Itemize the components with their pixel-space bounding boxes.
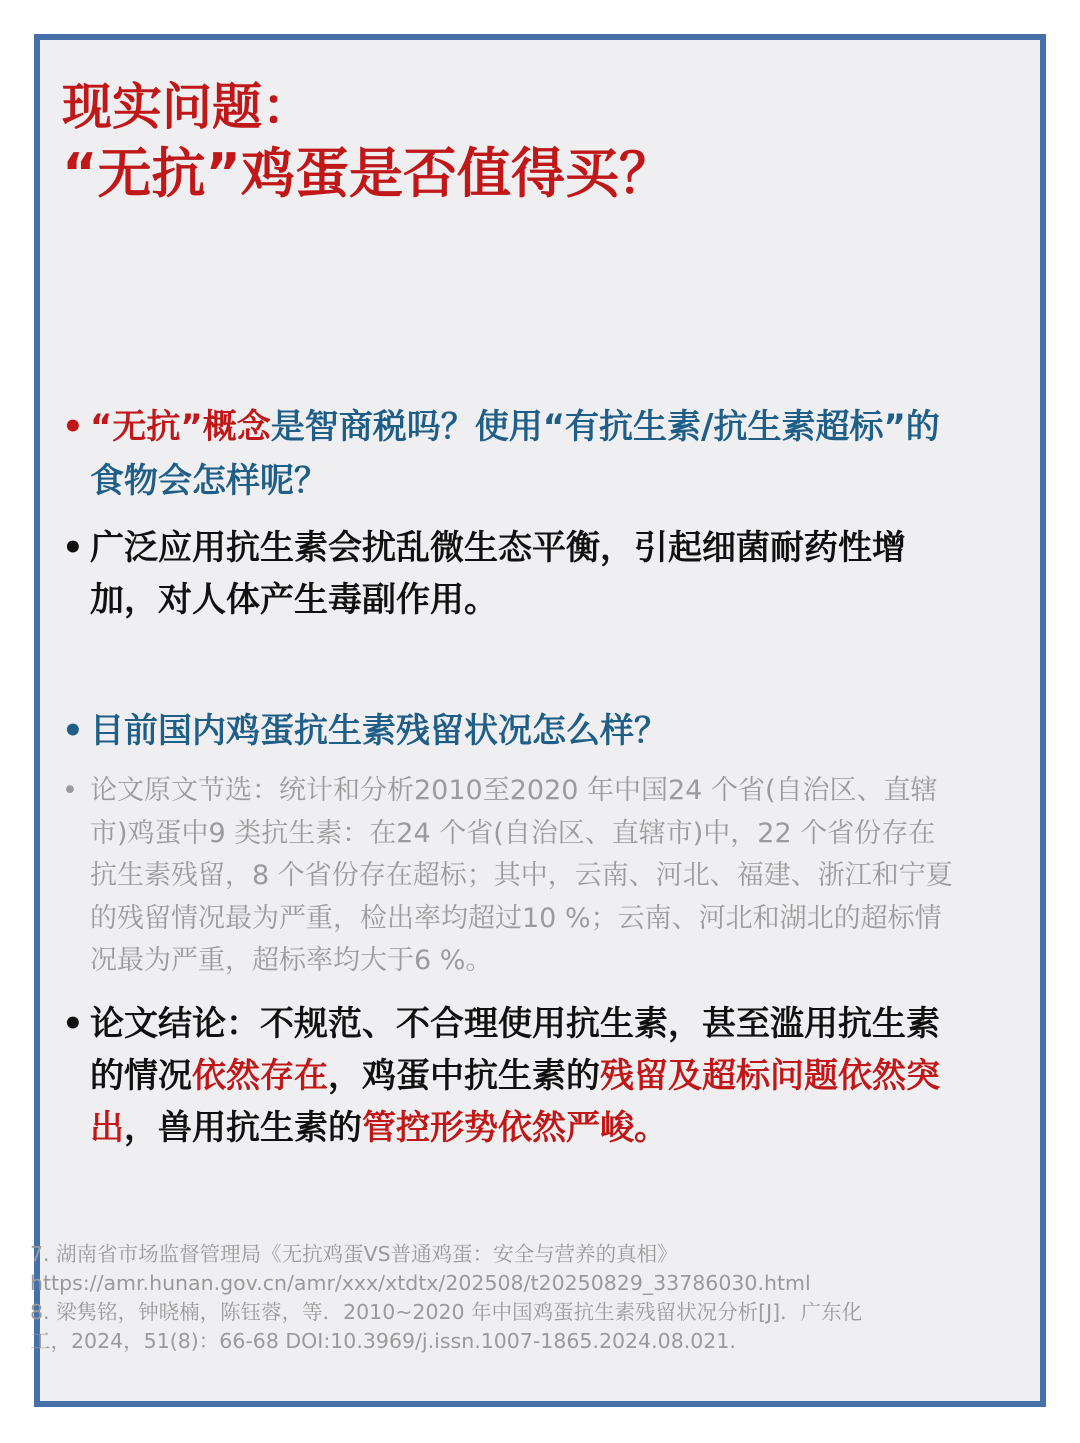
conclusion-text-2: ，鸡蛋中抗生素的 [328, 1056, 600, 1096]
conclusion-highlight-1: 依然存在 [192, 1056, 328, 1096]
conclusion-bullet [62, 998, 942, 1154]
question-highlight: “无抗”概念 [90, 407, 271, 447]
excerpt-text: 论文原文节选：统计和分析2010至2020 年中国24 个省(自治区、直辖市)鸡蛋中9 类抗生素：在24 个省(自治区、直辖市)中，22 个省份存在抗生素残留，8 个省份存在超标；其中，云南、河北、福建、浙江和宁夏的残留情况最为严重，检出率均超过10 %；云南、河北和湖北的超标情况最为严重，超标率均大于6 %。 [90, 775, 953, 976]
reference-8-line-2: 工，2024，51(8)：66-68 DOI:10.3969/j.issn.1007-1865.2024.08.021. [30, 1329, 736, 1353]
question-bullet-1 [62, 400, 942, 508]
question-text: 是智商税吗？使用“有抗生素/抗生素超标”的食物会怎样呢？ [90, 407, 940, 501]
conclusion-text-3: ，兽用抗生素的 [124, 1108, 362, 1148]
question-text: 目前国内鸡蛋抗生素残留状况怎么样？ [90, 711, 668, 751]
answer-text: 广泛应用抗生素会扰乱微生态平衡，引起细菌耐药性增加，对人体产生毒副作用。 [90, 528, 906, 620]
bullet-dot-icon: • [62, 407, 84, 447]
reference-8-line-1: 8. 梁隽铭，钟晓楠，陈钰蓉，等．2010~2020 年中国鸡蛋抗生素残留状况分析[J]．广东化 [30, 1300, 863, 1324]
title-line-1: 现实问题： [62, 78, 312, 136]
title-line-2: “无抗”鸡蛋是否值得买？ [62, 142, 673, 205]
reference-7-title: 7. 湖南省市场监督管理局《无抗鸡蛋VS普通鸡蛋：安全与营养的真相》 [30, 1242, 678, 1266]
conclusion-highlight-2: 残留及超标问题依然突出 [90, 1056, 940, 1148]
page-title [62, 76, 673, 210]
answer-bullet-1 [62, 522, 942, 626]
reference-7-link[interactable]: https://amr.hunan.gov.cn/amr/xxx/xtdtx/202508/t20250829_33786030.html [30, 1271, 811, 1295]
question-bullet-2 [62, 704, 942, 758]
conclusion-text-1: 论文结论：不规范、不合理使用抗生素，甚至滥用抗生素的情况 [90, 1004, 940, 1096]
bullet-dot-icon: • [62, 1004, 84, 1044]
bullet-dot-icon: • [62, 775, 78, 806]
bullet-dot-icon: • [62, 528, 84, 568]
references [30, 1240, 990, 1356]
conclusion-highlight-3: 管控形势依然严峻。 [362, 1108, 668, 1148]
excerpt-bullet [62, 770, 962, 983]
bullet-dot-icon: • [62, 711, 84, 751]
